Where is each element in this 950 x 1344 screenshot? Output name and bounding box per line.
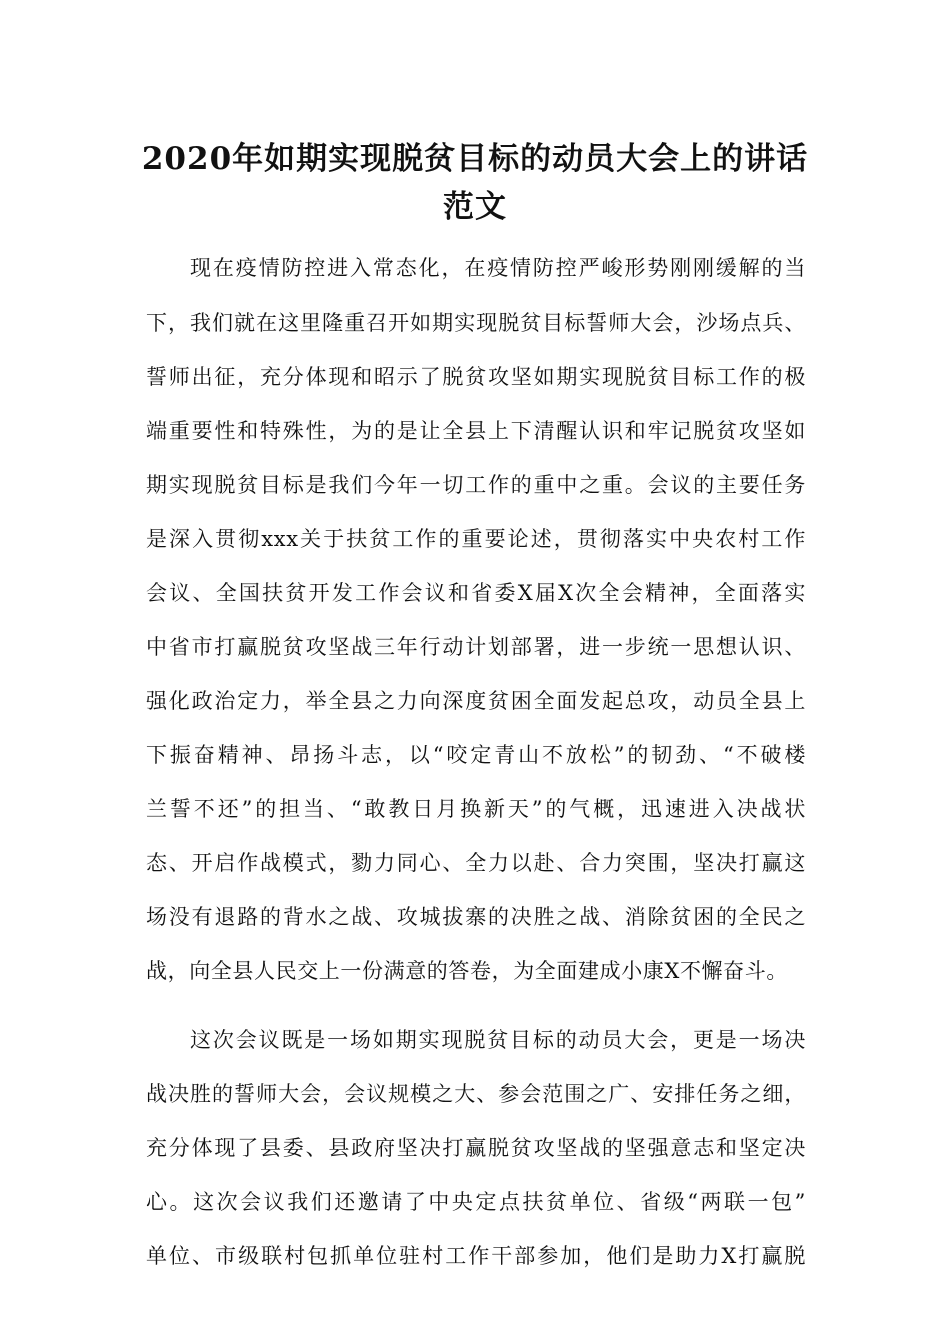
paragraph-line: 场没有退路的背水之战、攻城拔寨的决胜之战、消除贫困的全民之 [146,905,806,929]
paragraph-line: 现在疫情防控进入常态化，在疫情防控严峻形势刚刚缓解的当 [190,256,806,280]
paragraph-line: 会议、全国扶贫开发工作会议和省委X届X次全会精神，全面落实 [146,581,806,605]
paragraph-line: 强化政治定力，举全县之力向深度贫困全面发起总攻，动员全县上 [146,689,806,713]
paragraph-line: 中省市打赢脱贫攻坚战三年行动计划部署，进一步统一思想认识、 [146,635,806,659]
paragraph-line: 充分体现了县委、县政府坚决打赢脱贫攻坚战的坚强意志和坚定决 [146,1136,806,1160]
paragraph-line: 期实现脱贫目标是我们今年一切工作的重中之重。会议的主要任务 [146,473,806,497]
paragraph-line: 心。这次会议我们还邀请了中央定点扶贫单位、省级“两联一包” [146,1190,806,1214]
document-title-line-1: 2020年如期实现脱贫目标的动员大会上的讲话 [141,141,809,177]
paragraph-line: 誓师出征，充分体现和昭示了脱贫攻坚如期实现脱贫目标工作的极 [146,365,806,389]
paragraph-line: 下振奋精神、昂扬斗志，以“咬定青山不放松”的韧劲、“不破楼 [146,743,806,767]
paragraph-line: 兰誓不还”的担当、“敢教日月换新天”的气概，迅速进入决战状 [146,797,806,821]
paragraph-line: 战，向全县人民交上一份满意的答卷，为全面建成小康X不懈奋斗。 [146,959,788,983]
paragraph-line: 态、开启作战模式，勠力同心、全力以赴、合力突围，坚决打赢这 [146,851,806,875]
paragraph-line: 这次会议既是一场如期实现脱贫目标的动员大会，更是一场决 [190,1028,806,1052]
paragraph-line: 单位、市级联村包抓单位驻村工作干部参加，他们是助力X打赢脱 [146,1244,806,1268]
document-title-line-2: 范文 [443,189,507,225]
paragraph-line: 是深入贯彻xxx关于扶贫工作的重要论述，贯彻落实中央农村工作 [146,527,806,551]
paragraph-line: 端重要性和特殊性，为的是让全县上下清醒认识和牢记脱贫攻坚如 [146,419,806,443]
paragraph-line: 战决胜的誓师大会，会议规模之大、参会范围之广、安排任务之细， [146,1082,806,1106]
paragraph-line: 下，我们就在这里隆重召开如期实现脱贫目标誓师大会，沙场点兵、 [146,311,806,335]
